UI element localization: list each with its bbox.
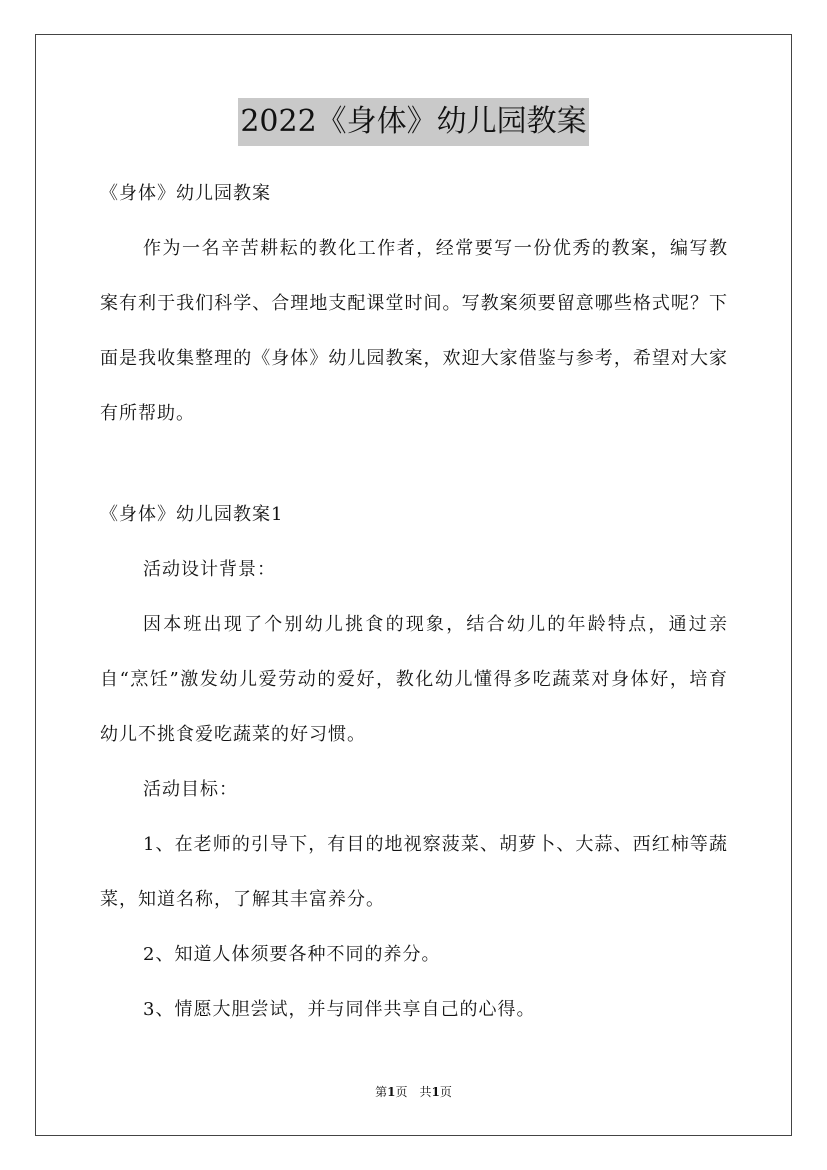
page-suffix: 页 [395,1085,408,1099]
total-pages: 1 [431,1085,440,1099]
background-paragraph: 因本班出现了个别幼儿挑食的现象，结合幼儿的年龄特点，通过亲自“烹饪”激发幼儿爱劳动的爱好，教化幼儿懂得多吃蔬菜对身体好，培育幼儿不挑食爱吃蔬菜的好习惯。 [100,614,728,745]
page-number-label [375,1085,407,1099]
goals-heading: 活动目标： [143,779,238,800]
spacer [100,441,728,487]
total-prefix: 共 [419,1085,432,1099]
page-footer [0,1083,827,1101]
background-heading: 活动设计背景： [143,559,276,580]
title-area [0,98,827,146]
goal-item-2: 2、知道人体须要各种不同的养分。 [143,944,441,965]
total-pages-label [420,1085,452,1099]
document-title: 2022《身体》幼儿园教案 [238,98,588,146]
goal-item-3: 3、情愿大胆尝试，并与同伴共享自己的心得。 [143,999,536,1020]
goal-item-1: 1、在老师的引导下，有目的地视察菠菜、胡萝卜、大蒜、西红柿等蔬菜，知道名称，了解其丰富养分。 [100,834,728,910]
page-prefix: 第 [375,1085,388,1099]
section-heading: 《身体》幼儿园教案1 [100,504,284,525]
total-suffix: 页 [439,1085,452,1099]
intro-paragraph: 作为一名辛苦耕耘的教化工作者，经常要写一份优秀的教案，编写教案有利于我们科学、合理地支配课堂时间。写教案须要留意哪些格式呢？下面是我收集整理的《身体》幼儿园教案，欢迎大家借鉴与参考，希望对大家有所帮助。 [100,238,728,424]
document-body [100,166,728,1037]
subtitle: 《身体》幼儿园教案 [100,183,271,204]
page-current: 1 [387,1085,396,1099]
